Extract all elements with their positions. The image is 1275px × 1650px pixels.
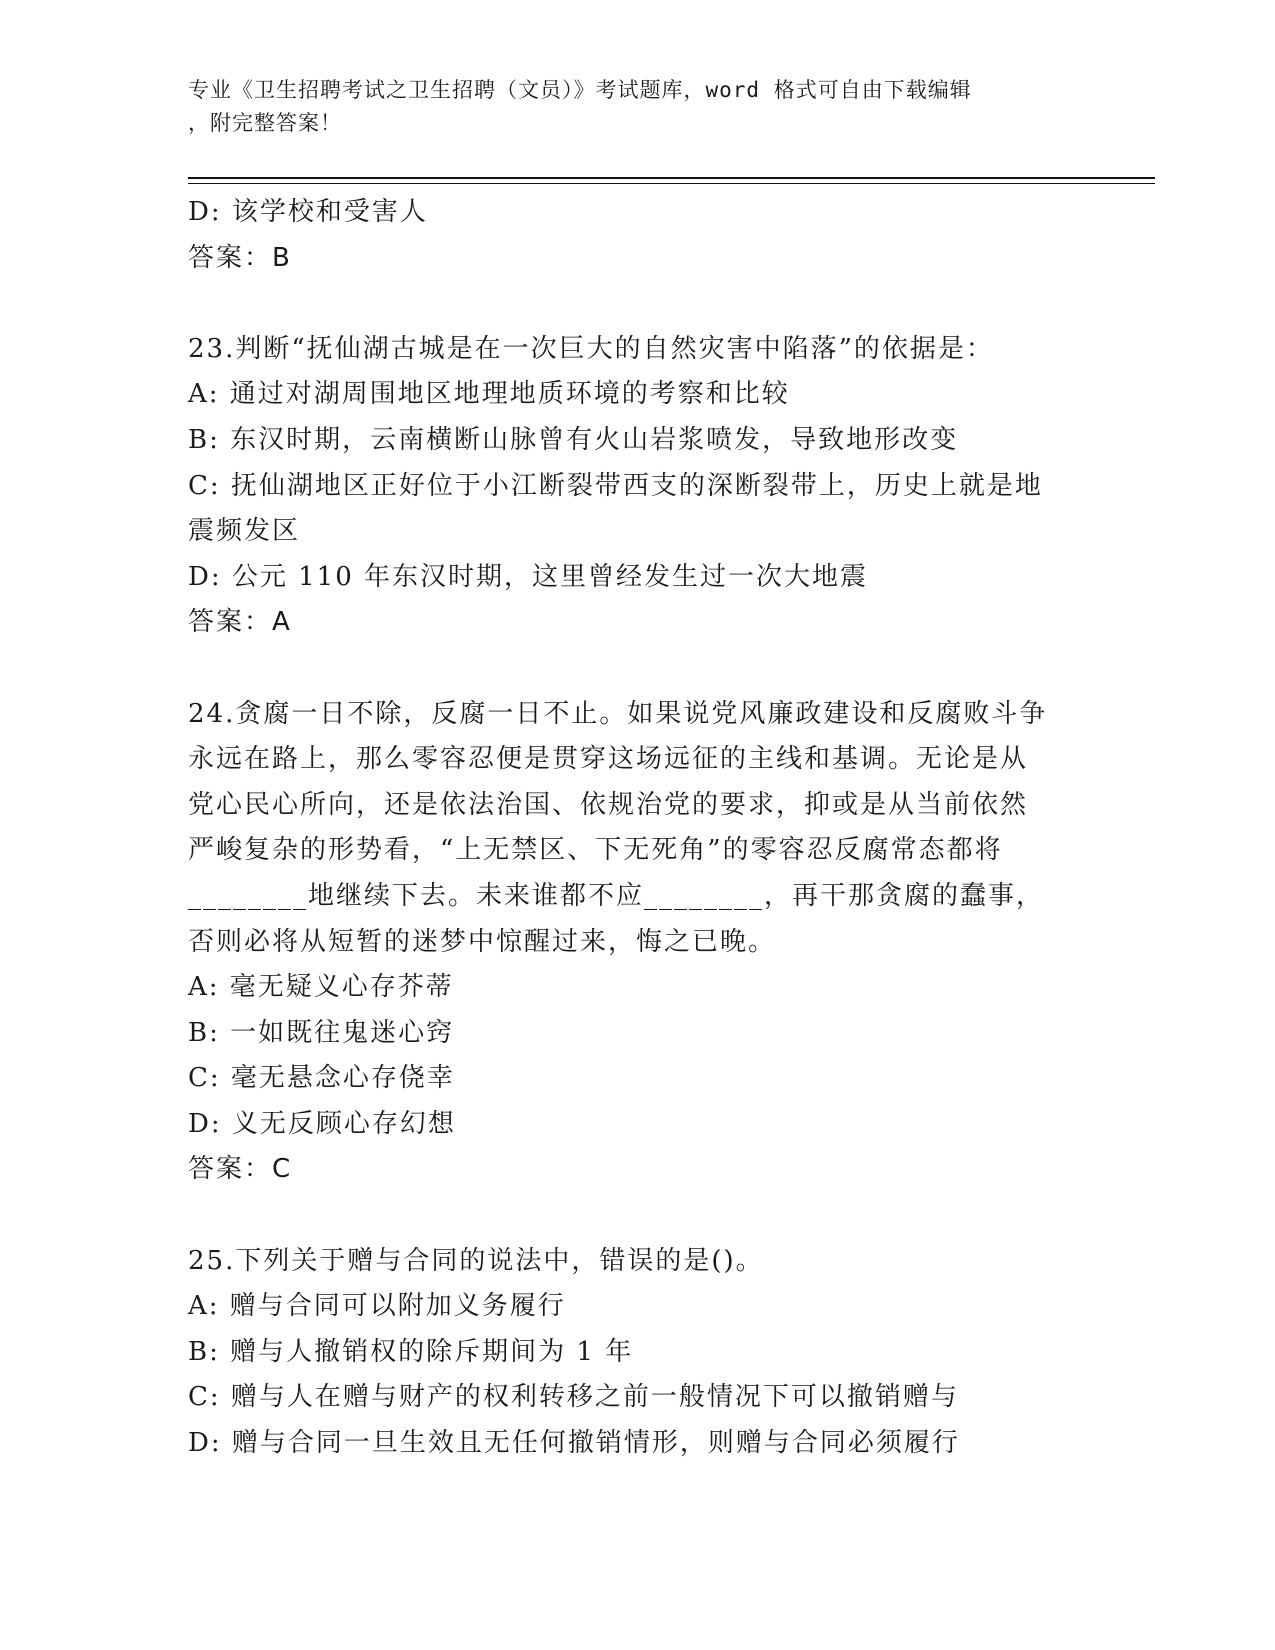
question-content <box>188 190 1088 1467</box>
question-24-option-c: C: 毫无悬念心存侥幸 <box>188 1063 455 1094</box>
header-title-line-2: ，附完整答案！ <box>188 111 342 135</box>
question-23-option-b: B: 东汉时期，云南横断山脉曾有火山岩浆喷发，导致地形改变 <box>188 424 959 455</box>
question-24-stem-line-4: 严峻复杂的形势看，“上无禁区、下无死角”的零容忍反腐常态都将 <box>188 835 1003 866</box>
question-24 <box>188 692 1088 1194</box>
question-24-stem-line-6: 否则必将从短暂的迷梦中惊醒过来，悔之已晚。 <box>188 926 777 957</box>
question-24-stem-line-3: 党心民心所向，还是依法治国、依规治党的要求，抑或是从当前依然 <box>188 789 1029 820</box>
question-25-option-b: B: 赠与人撤销权的除斥期间为 1 年 <box>188 1336 634 1367</box>
question-23-option-d: D: 公元 110 年东汉时期，这里曾经发生过一次大地震 <box>188 561 869 592</box>
question-25 <box>188 1239 1088 1467</box>
question-24-stem-line-2: 永远在路上，那么零容忍便是贯穿这场远征的主线和基调。无论是从 <box>188 744 1029 775</box>
question-25-option-a: A: 赠与合同可以附加义务履行 <box>188 1291 566 1322</box>
question-24-stem-line-5: ________地继续下去。未来谁都不应________，再干那贪腐的蠢事， <box>188 880 1045 911</box>
header-divider-thick <box>188 177 1155 179</box>
question-24-answer: 答案：C <box>188 1154 293 1185</box>
question-25-option-c: C: 赠与人在赠与财产的权利转移之前一般情况下可以撤销赠与 <box>188 1382 959 1413</box>
spacer <box>188 1193 1088 1239</box>
prev-answer: 答案：B <box>188 242 292 273</box>
header-divider-thin <box>188 183 1155 184</box>
question-23-answer: 答案：A <box>188 607 292 638</box>
question-23-option-a: A: 通过对湖周围地区地理地质环境的考察和比较 <box>188 379 790 410</box>
question-23-option-c-line-2: 震频发区 <box>188 516 301 547</box>
question-25-stem: 25.下列关于赠与合同的说法中，错误的是()。 <box>188 1245 764 1276</box>
question-24-option-b: B: 一如既往鬼迷心窍 <box>188 1017 455 1048</box>
question-25-option-d: D: 赠与合同一旦生效且无任何撤销情形，则赠与合同必须履行 <box>188 1428 960 1459</box>
prev-option-d: D: 该学校和受害人 <box>188 197 428 227</box>
question-24-option-a: A: 毫无疑义心存芥蒂 <box>188 972 454 1003</box>
question-24-stem-line-1: 24.贪腐一日不除，反腐一日不止。如果说党风廉政建设和反腐败斗争 <box>188 698 1048 729</box>
question-23-option-c-line-1: C: 抚仙湖地区正好位于小江断裂带西支的深断裂带上，历史上就是地 <box>188 470 1043 501</box>
spacer <box>188 646 1088 692</box>
question-24-option-d: D: 义无反顾心存幻想 <box>188 1108 456 1139</box>
header-title-line-1: 专业《卫生招聘考试之卫生招聘（文员）》考试题库，word 格式可自由下载编辑 <box>188 78 972 102</box>
spacer <box>188 281 1088 327</box>
page-header <box>188 74 1088 140</box>
question-23-stem: 23.判断“抚仙湖古城是在一次巨大的自然灾害中陷落”的依据是： <box>188 333 994 364</box>
question-23 <box>188 327 1088 646</box>
